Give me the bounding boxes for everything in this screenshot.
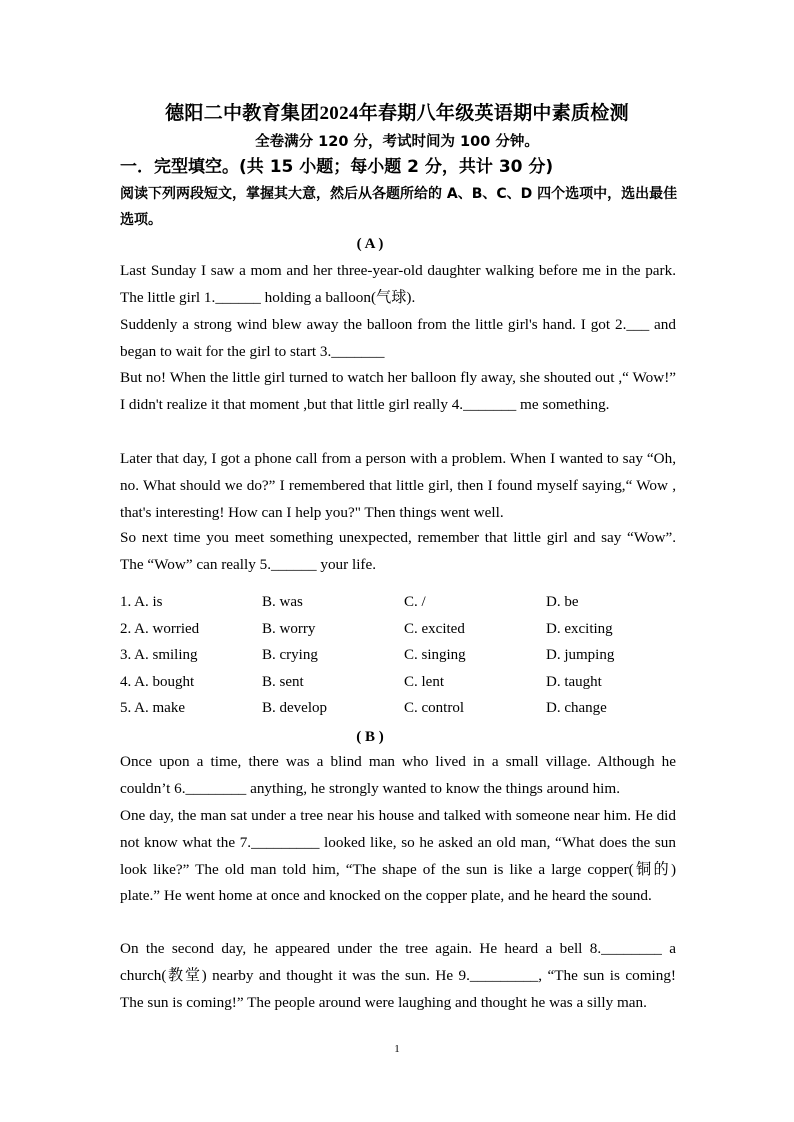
option-row — [120, 695, 680, 722]
option-c: C. singing — [404, 647, 466, 664]
option-b: B. sent — [262, 673, 304, 690]
option-b: B. develop — [262, 700, 327, 717]
option-a: 4. A. bought — [120, 673, 195, 690]
option-row — [120, 669, 680, 696]
option-b: B. worry — [262, 620, 316, 637]
exam-title: 德阳二中教育集团2024年春期八年级英语期中素质检测 — [165, 103, 629, 124]
passage-a-paragraph: Later that day, I got a phone call from a person with a problem. When I wanted to say “Oh, no. What should we do?” I remembered that little girl, then I found myself saying,“ Wow , that's interesting! How can I help you?" Then things went well. — [120, 450, 676, 521]
passage-a-paragraph: Suddenly a strong wind blew away the balloon from the little girl's hand. I got 2.___ and began to wait for the girl to start 3._______ — [120, 316, 676, 360]
passage-b-paragraph: On the second day, he appeared under the tree again. He heard a bell 8.________ a church(教堂) nearby and thought it was the sun. He 9._________, “The sun is coming! The sun is coming!” The people around were laughing and thought he was a silly man. — [120, 940, 676, 1011]
passage-a-label: ( A ) — [356, 236, 384, 252]
option-d: D. change — [546, 700, 607, 717]
passage-b-paragraph: Once upon a time, there was a blind man who lived in a small village. Although he couldn’t 6.________ anything, he strongly wanted to know the things around him. — [120, 753, 676, 797]
option-d: D. exciting — [546, 620, 613, 637]
passage-b-paragraph: One day, the man sat under a tree near his house and talked with someone near him. He did not know what the 7._________ looked like, so he asked an old man, “What does the sun look like?” The old man told him, “The shape of the sun is like a large copper(铜的) plate.” He went home at once and knocked on the copper plate, and he heard the sound. — [120, 807, 676, 905]
option-c: C. lent — [404, 673, 444, 690]
option-a: 3. A. smiling — [120, 647, 198, 664]
option-row — [120, 642, 680, 669]
option-c: C. control — [404, 700, 464, 717]
option-b: B. crying — [262, 647, 318, 664]
passage-a-options — [120, 589, 680, 722]
passage-a-paragraph: So next time you meet something unexpected, remember that little girl and say “Wow”. The “Wow” can really 5.______ your life. — [120, 529, 676, 573]
passage-b-label: ( B ) — [356, 729, 384, 745]
section-heading: 一．完型填空。(共 15 小题；每小题 2 分，共计 30 分) — [120, 157, 554, 177]
option-d: D. taught — [546, 673, 602, 690]
option-c: C. / — [404, 594, 426, 610]
option-row — [120, 616, 680, 643]
exam-subtitle: 全卷满分 120 分，考试时间为 100 分钟。 — [255, 134, 539, 150]
option-a: 2. A. worried — [120, 620, 200, 637]
passage-a-paragraph: Last Sunday I saw a mom and her three-year-old daughter walking before me in the park. The little girl 1.______ holding a balloon(气球). — [120, 262, 676, 306]
option-d: D. jumping — [546, 647, 615, 664]
option-b: B. was — [262, 594, 303, 610]
section-instructions: 阅读下列两段短文，掌握其大意，然后从各题所给的 A、B、C、D 四个选项中，选出最佳选项。 — [120, 186, 678, 228]
option-c: C. excited — [404, 620, 465, 637]
page-number: 1 — [394, 1043, 400, 1055]
passage-a-paragraph: But no! When the little girl turned to watch her balloon fly away, she shouted out ,“ Wow!” I didn't realize it that moment ,but that little girl really 4._______ me something. — [120, 369, 676, 413]
option-a: 1. A. is — [120, 594, 163, 610]
option-row — [120, 589, 680, 616]
option-a: 5. A. make — [120, 700, 185, 717]
option-d: D. be — [546, 594, 579, 610]
